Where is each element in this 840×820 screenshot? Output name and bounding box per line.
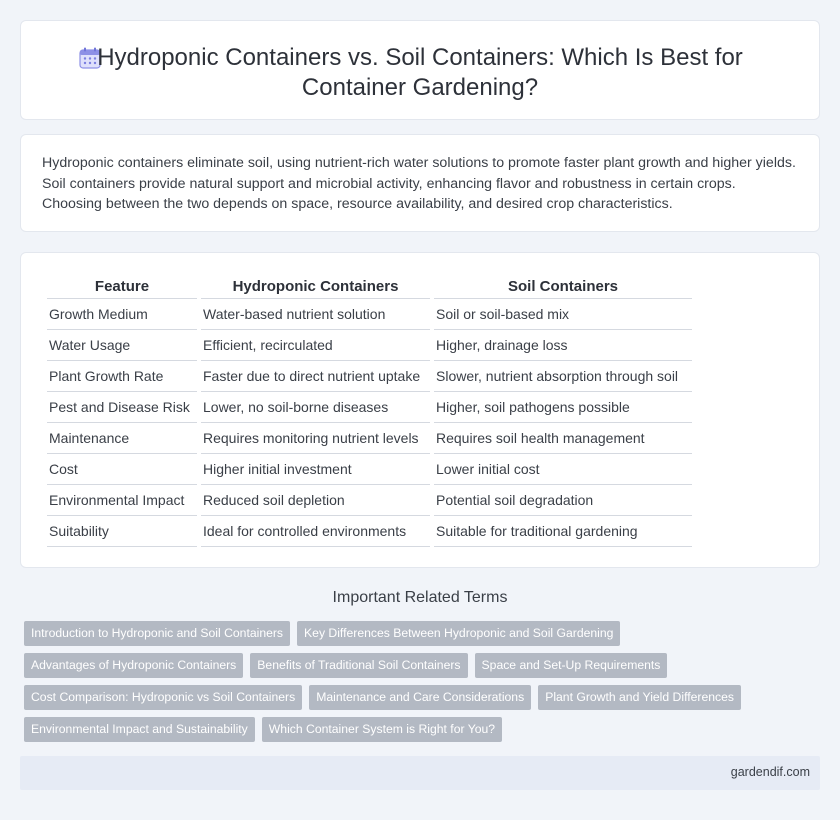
hydroponic-cell: Water-based nutrient solution <box>201 299 430 330</box>
related-term-tag[interactable]: Which Container System is Right for You? <box>262 717 502 742</box>
related-term-tag[interactable]: Advantages of Hydroponic Containers <box>24 653 243 678</box>
soil-cell: Higher, drainage loss <box>434 330 692 361</box>
soil-cell: Soil or soil-based mix <box>434 299 692 330</box>
related-term-tag[interactable]: Benefits of Traditional Soil Containers <box>250 653 467 678</box>
table-row <box>47 299 692 330</box>
soil-cell: Higher, soil pathogens possible <box>434 392 692 423</box>
soil-cell: Requires soil health management <box>434 423 692 454</box>
soil-cell: Slower, nutrient absorption through soil <box>434 361 692 392</box>
related-term-tag[interactable]: Environmental Impact and Sustainability <box>24 717 255 742</box>
related-term-tag[interactable]: Introduction to Hydroponic and Soil Containers <box>24 621 290 646</box>
related-terms-list <box>24 621 824 749</box>
header-hydroponic: Hydroponic Containers <box>201 275 430 299</box>
feature-cell: Environmental Impact <box>47 485 197 516</box>
tag-row <box>24 717 824 749</box>
related-term-tag[interactable]: Maintenance and Care Considerations <box>309 685 531 710</box>
feature-cell: Plant Growth Rate <box>47 361 197 392</box>
header-feature: Feature <box>47 275 197 299</box>
intro-paragraph: Hydroponic containers eliminate soil, using nutrient-rich water solutions to promote faster plant growth and higher yields. Soil containers provide natural support and microbial activity, enhancing flavor and robustness in certain crops. Choosing between the two depends on space, resource availability, and desired crop characteristics. <box>42 155 796 212</box>
tag-row <box>24 621 824 653</box>
table-header-row <box>47 275 692 299</box>
hydroponic-cell: Lower, no soil-borne diseases <box>201 392 430 423</box>
soil-cell: Potential soil degradation <box>434 485 692 516</box>
hydroponic-cell: Requires monitoring nutrient levels <box>201 423 430 454</box>
footer <box>20 756 820 790</box>
intro-card <box>20 134 820 232</box>
feature-cell: Maintenance <box>47 423 197 454</box>
feature-cell: Pest and Disease Risk <box>47 392 197 423</box>
related-term-tag[interactable]: Space and Set-Up Requirements <box>475 653 668 678</box>
related-terms-heading: Important Related Terms <box>332 589 508 606</box>
header-soil: Soil Containers <box>434 275 692 299</box>
hydroponic-cell: Faster due to direct nutrient uptake <box>201 361 430 392</box>
feature-cell: Suitability <box>47 516 197 547</box>
table-row <box>47 454 692 485</box>
hydroponic-cell: Ideal for controlled environments <box>201 516 430 547</box>
feature-cell: Cost <box>47 454 197 485</box>
related-term-tag[interactable]: Cost Comparison: Hydroponic vs Soil Containers <box>24 685 302 710</box>
comparison-table <box>43 275 696 547</box>
related-term-tag[interactable]: Plant Growth and Yield Differences <box>538 685 741 710</box>
table-row <box>47 330 692 361</box>
table-row <box>47 392 692 423</box>
page-title: Hydroponic Containers vs. Soil Containers: Which Is Best for Container Gardening? <box>97 44 743 101</box>
tag-row <box>24 685 824 717</box>
table-row <box>47 423 692 454</box>
tag-row <box>24 653 824 685</box>
soil-cell: Suitable for traditional gardening <box>434 516 692 547</box>
hydroponic-cell: Reduced soil depletion <box>201 485 430 516</box>
feature-cell: Water Usage <box>47 330 197 361</box>
related-term-tag[interactable]: Key Differences Between Hydroponic and Soil Gardening <box>297 621 620 646</box>
table-row <box>47 516 692 547</box>
feature-cell: Growth Medium <box>47 299 197 330</box>
soil-cell: Lower initial cost <box>434 454 692 485</box>
hydroponic-cell: Efficient, recirculated <box>201 330 430 361</box>
site-name[interactable]: gardendif.com <box>730 765 810 779</box>
hydroponic-cell: Higher initial investment <box>201 454 430 485</box>
table-row <box>47 485 692 516</box>
title-card <box>20 20 820 120</box>
table-row <box>47 361 692 392</box>
comparison-card <box>20 252 820 568</box>
